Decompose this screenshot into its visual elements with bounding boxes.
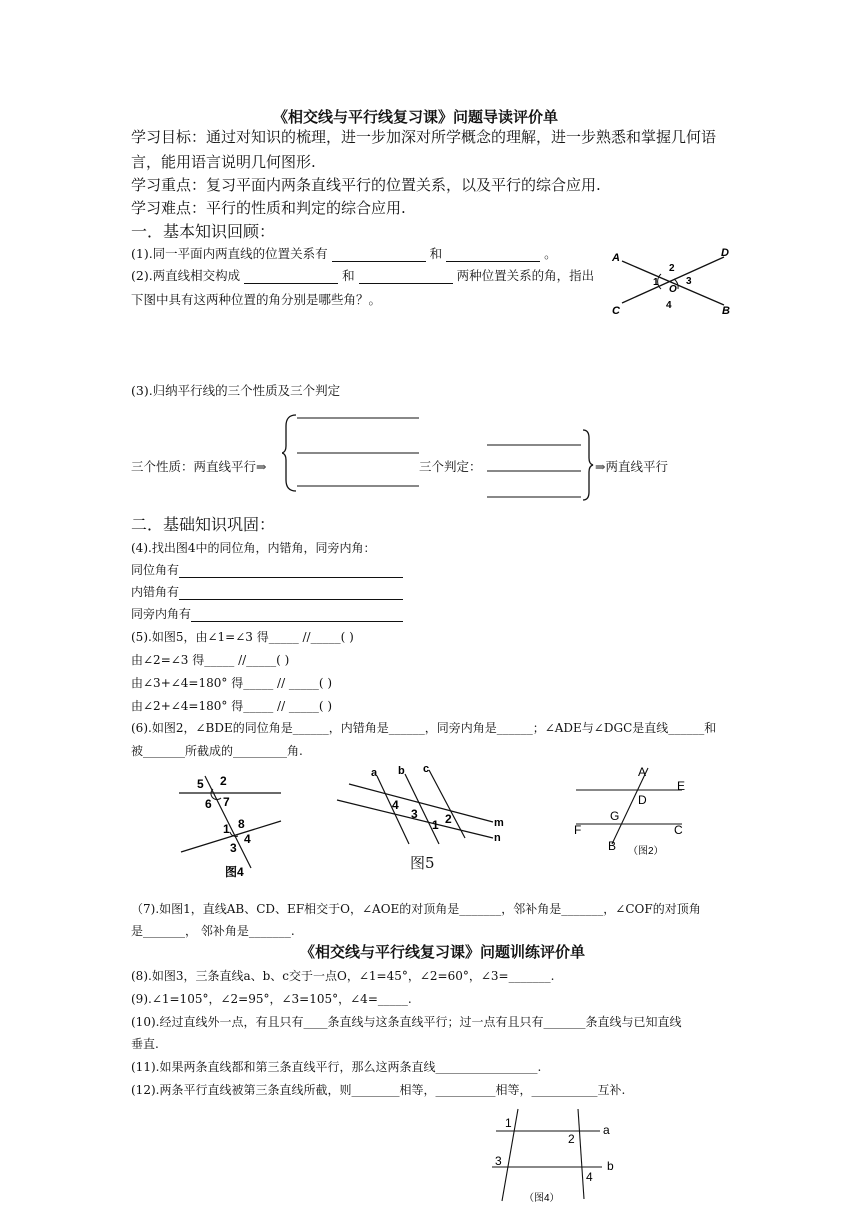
question-12: (12).两条平行直线被第三条直线所截，则________相等，__________相等，___________互补. [131, 1083, 626, 1097]
fig4-label-4: 4 [244, 832, 251, 846]
properties-brace [282, 412, 422, 494]
properties-label: 三个性质：两直线平行⇒ [131, 459, 267, 474]
q1-blank-1[interactable] [332, 249, 426, 262]
fig4-caption: 图4 [225, 865, 244, 879]
judgments-result: ⇒两直线平行 [595, 459, 668, 474]
q2-blank-2[interactable] [359, 271, 453, 284]
figure-5-caption: 图5 [410, 854, 435, 872]
fig4-label-7: 7 [223, 795, 230, 809]
q2-and: 和 [342, 268, 355, 283]
figA-label-C: C [612, 305, 620, 317]
figA-label-1: 1 [653, 277, 659, 288]
figure-2 [570, 762, 695, 862]
q4-corresponding-blank[interactable] [179, 565, 403, 578]
fig4b-label-4: 4 [586, 1170, 593, 1184]
question-4: (4).找出图4中的同位角，内错角，同旁内角： [131, 541, 376, 555]
fig4-label-6: 6 [205, 797, 212, 811]
fig2-caption: （图2） [628, 846, 664, 857]
question-6-line2: 被_______所截成的_________角. [131, 744, 303, 758]
question-5-line2: 由∠2=∠3 得_____ //_____( ) [131, 653, 290, 667]
q2-text: (2).两直线相交构成 [131, 268, 241, 283]
fig5-label-b: b [398, 765, 405, 777]
fig2-label-E: E [677, 779, 686, 793]
fig5-label-a: a [371, 767, 378, 779]
question-11: (11).如果两条直线都和第三条直线平行，那么这两条直线_________________. [131, 1060, 542, 1074]
worksheet-title: 《相交线与平行线复习课》问题导读评价单 [273, 108, 559, 126]
figA-label-O: O [669, 284, 677, 295]
question-6-line1: (6).如图2，∠BDE的同位角是______，内错角是______，同旁内角是______；∠ADE与∠DGC是直线______和 [131, 721, 717, 735]
learning-goal-line2: 言，能用语言说明几何图形. [131, 153, 316, 171]
fig4-label-5: 5 [197, 777, 204, 791]
q1-text: (1).同一平面内两直线的位置关系有 [131, 246, 328, 261]
q1-and: 和 [429, 246, 443, 261]
worksheet-title-2: 《相交线与平行线复习课》问题训练评价单 [300, 943, 586, 961]
fig2-label-G: G [610, 809, 620, 823]
fig4-label-1: 1 [223, 822, 230, 836]
question-3: (3).归纳平行线的三个性质及三个判定 [131, 383, 341, 398]
figA-label-A: A [612, 252, 620, 264]
learning-goal-line1: 学习目标：通过对知识的梳理，进一步加深对所学概念的理解，进一步熟悉和掌握几何语 [131, 128, 717, 146]
q4-alternate-angles [131, 583, 403, 600]
learning-key-point: 学习重点：复习平面内两条直线平行的位置关系，以及平行的综合应用. [131, 176, 601, 194]
q4-interior-blank[interactable] [191, 609, 403, 622]
figA-label-4: 4 [666, 300, 672, 311]
question-8: (8).如图3，三条直线a、b、c交于一点O，∠1=45°，∠2=60°，∠3=_______. [131, 969, 555, 983]
fig4b-label-a: a [603, 1123, 610, 1137]
section-heading-1: 一．基本知识回顾： [131, 222, 276, 241]
q1-blank-2[interactable] [446, 249, 540, 262]
q2-tail: 两种位置关系的角，指出 [456, 268, 595, 283]
question-5-line3: 由∠3+∠4=180° 得_____ // _____( ) [131, 676, 333, 690]
q4-interior-label: 同旁内角有 [131, 607, 192, 621]
learning-difficulty: 学习难点：平行的性质和判定的综合应用. [131, 199, 406, 217]
question-9: (9).∠1=105°，∠2=95°，∠3=105°，∠4=_____. [131, 992, 412, 1006]
question-5-line4: 由∠2+∠4=180° 得_____ // _____( ) [131, 699, 333, 713]
q1-end: 。 [544, 246, 557, 261]
question-2 [131, 266, 594, 284]
section-heading-2: 二．基础知识巩固： [131, 515, 276, 534]
fig5-label-n: n [494, 832, 501, 844]
fig2-label-C: C [674, 823, 683, 837]
fig4b-label-b: b [607, 1159, 614, 1173]
fig4b-caption: （图4） [524, 1193, 560, 1204]
question-7-line1: （7).如图1，直线AB、CD、EF相交于O，∠AOE的对顶角是_______，邻补角是_______，∠COF的对顶角 [131, 902, 701, 916]
fig2-label-F: F [574, 823, 582, 837]
q4-corresponding-label: 同位角有 [131, 563, 180, 577]
question-7-line2: 是_______， 邻补角是_______. [131, 924, 295, 938]
q4-alternate-label: 内错角有 [131, 585, 180, 599]
q4-alternate-blank[interactable] [179, 587, 403, 600]
fig4-label-2: 2 [220, 774, 227, 788]
fig5-label-3: 3 [411, 807, 418, 821]
figA-label-3: 3 [686, 276, 692, 287]
fig5-label-4: 4 [392, 798, 399, 812]
fig5-label-m: m [494, 817, 504, 829]
figure-4-bottom [488, 1107, 623, 1207]
fig4b-label-2: 2 [568, 1132, 575, 1146]
question-10-line2: 垂直. [131, 1037, 159, 1051]
judgments-label: 三个判定： [419, 459, 482, 474]
figA-label-D: D [721, 247, 729, 259]
figA-label-B: B [722, 305, 730, 317]
figure-4 [175, 770, 290, 880]
intersecting-lines-figure [606, 243, 740, 319]
fig5-label-2: 2 [445, 812, 452, 826]
fig5-label-1: 1 [432, 818, 439, 832]
question-10-line1: (10).经过直线外一点，有且只有____条直线与这条直线平行；过一点有且只有_______条直线与已知直线 [131, 1015, 682, 1029]
q4-interior-angles [131, 605, 403, 622]
question-2-line2: 下图中具有这两种位置的角分别是哪些角？。 [131, 292, 382, 307]
figure-5 [335, 762, 510, 848]
fig4b-label-1: 1 [505, 1116, 512, 1130]
fig4-label-8: 8 [238, 817, 245, 831]
judgments-brace [485, 428, 595, 502]
fig2-label-B: B [608, 839, 617, 853]
q2-blank-1[interactable] [244, 271, 338, 284]
fig4-label-3: 3 [230, 841, 237, 855]
q4-corresponding-angles [131, 561, 403, 578]
fig2-label-D: D [638, 793, 647, 807]
fig5-label-c: c [423, 763, 430, 775]
question-5-line1: (5).如图5，由∠1=∠3 得_____ //_____( ) [131, 630, 354, 644]
fig2-label-A: A [638, 765, 647, 779]
fig4b-label-3: 3 [495, 1154, 502, 1168]
figA-label-2: 2 [669, 263, 675, 274]
question-1 [131, 244, 557, 262]
